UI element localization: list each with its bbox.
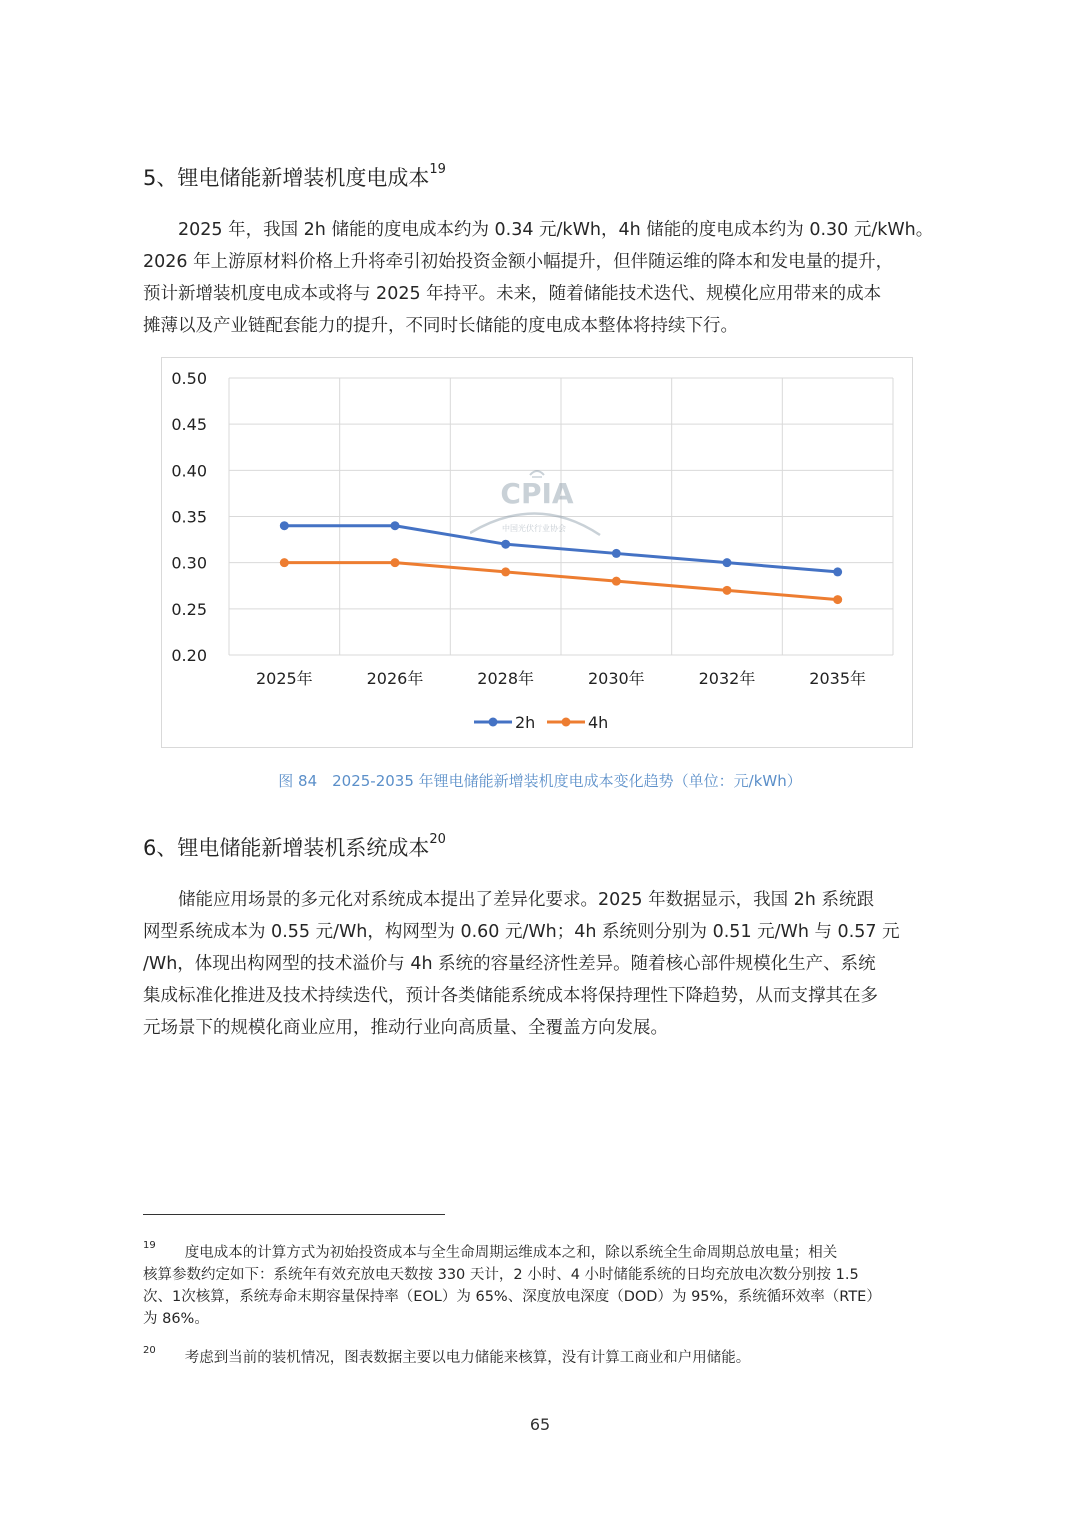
paragraph-line: 2026 年上游原材料价格上升将牵引初始投资金额小幅提升，但伴随运维的降本和发电量的提升， [143, 252, 894, 272]
watermark-subtext: 中国光伏行业协会 [502, 524, 566, 533]
y-tick-label: 0.30 [171, 553, 207, 573]
section-5-paragraph [143, 214, 936, 342]
paragraph-line: 摊薄以及产业链配套能力的提升，不同时长储能的度电成本整体将持续下行。 [143, 316, 738, 336]
y-tick-label: 0.40 [171, 461, 207, 481]
footnote-20 [143, 1343, 938, 1369]
footnote-number: 20 [143, 1345, 156, 1356]
footnote-line [143, 1238, 938, 1264]
paragraph-line: 储能应用场景的多元化对系统成本提出了差异化要求。2025 年数据显示，我国 2h 系统跟 [143, 890, 874, 910]
paragraph-line: 网型系统成本为 0.55 元/Wh，构网型为 0.60 元/Wh；4h 系统则分别为 0.51 元/Wh 与 0.57 元 [143, 922, 900, 942]
line-chart [161, 357, 913, 748]
footnote-line: 核算参数约定如下：系统年有效充放电天数按 330 天计，2 小时、4 小时储能系统的日均充放电次数分别按 1.5 [143, 1266, 859, 1283]
y-tick-label: 0.35 [171, 507, 207, 527]
data-point-2h [280, 521, 289, 530]
footnote-ref-20[interactable]: 20 [429, 832, 446, 847]
data-point-2h [612, 549, 621, 558]
section-5-heading [143, 162, 446, 192]
y-tick-label: 0.50 [171, 369, 207, 388]
x-tick-label: 2025年 [255, 669, 313, 688]
chart-canvas [162, 358, 912, 747]
y-tick-label: 0.45 [171, 415, 207, 435]
watermark-text: CPIA [500, 477, 574, 510]
x-tick-label: 2032年 [698, 669, 756, 688]
x-tick-label: 2026年 [366, 669, 424, 688]
section-6-title: 6、锂电储能新增装机系统成本 [143, 836, 430, 860]
legend-label: 2h [515, 713, 536, 732]
page-number: 65 [529, 1415, 551, 1434]
footnote-line: 次、1次核算，系统寿命末期容量保持率（EOL）为 65%、深度放电深度（DOD）为 95%，系统循环效率（RTE） [143, 1288, 881, 1305]
y-tick-label: 0.20 [171, 646, 207, 665]
figure-caption: 图 84 2025-2035 年锂电储能新增装机度电成本变化趋势（单位：元/kWh） [278, 772, 802, 790]
footnote-ref-19[interactable]: 19 [429, 162, 446, 177]
paragraph-line: 2025 年，我国 2h 储能的度电成本约为 0.34 元/kWh，4h 储能的度电成本约为 0.30 元/kWh。 [143, 220, 934, 240]
data-point-4h [723, 586, 732, 595]
data-point-2h [501, 540, 510, 549]
footnote-19 [143, 1238, 938, 1330]
footnote-number: 19 [143, 1240, 156, 1251]
legend-label: 4h [588, 713, 609, 732]
paragraph-line: 预计新增装机度电成本或将与 2025 年持平。未来，随着储能技术迭代、规模化应用带来的成本 [143, 284, 882, 304]
data-point-2h [391, 521, 400, 530]
legend-swatch-marker [562, 718, 571, 727]
x-tick-label: 2028年 [477, 669, 535, 688]
paragraph-line: 集成标准化推进及技术持续迭代，预计各类储能系统成本将保持理性下降趋势，从而支撑其在多 [143, 986, 878, 1006]
data-point-4h [501, 567, 510, 576]
paragraph-line: /Wh，体现出构网型的技术溢价与 4h 系统的容量经济性差异。随着核心部件规模化生产、系统 [143, 954, 876, 974]
x-tick-label: 2030年 [587, 669, 645, 688]
section-6-paragraph [143, 884, 936, 1044]
data-point-2h [833, 567, 842, 576]
paragraph-line: 元场景下的规模化商业应用，推动行业向高质量、全覆盖方向发展。 [143, 1018, 668, 1038]
data-point-4h [833, 595, 842, 604]
footnote-line [143, 1343, 938, 1369]
footnote-text: 度电成本的计算方式为初始投资成本与全生命周期运维成本之和，除以系统全生命周期总放电量；相关 [155, 1244, 838, 1261]
footnote-divider [143, 1214, 445, 1215]
x-tick-label: 2035年 [809, 669, 867, 688]
data-point-2h [723, 558, 732, 567]
data-point-4h [612, 577, 621, 586]
section-6-heading [143, 832, 446, 862]
footnote-text: 考虑到当前的装机情况，图表数据主要以电力储能来核算，没有计算工商业和户用储能。 [155, 1349, 751, 1366]
y-tick-label: 0.25 [171, 599, 207, 619]
data-point-4h [280, 558, 289, 567]
footnote-line: 为 86%。 [143, 1310, 209, 1327]
section-5-title: 5、锂电储能新增装机度电成本 [143, 166, 430, 190]
legend-swatch-marker [489, 718, 498, 727]
data-point-4h [391, 558, 400, 567]
